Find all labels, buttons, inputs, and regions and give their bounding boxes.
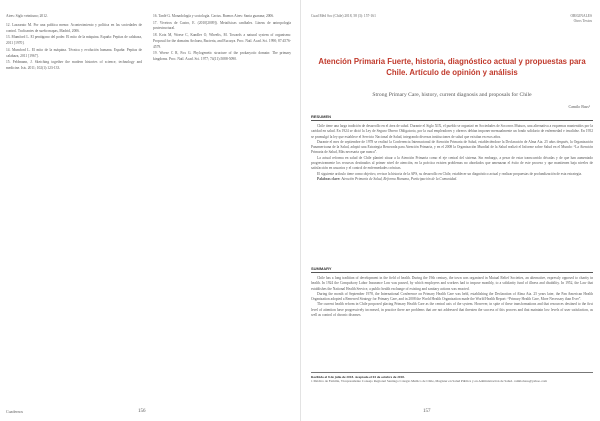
references-column-1 [6, 14, 142, 73]
summary-paragraph: Chile has a long tradition of development in the field of health. During the 19th century, the town was organized in Mutual Relief Societies, an alternative, expressly opposed to charity in health. In 1924 the Compulsory Labor Insurance Law was passed, by which employers and workers had to impose monthly, to a solidarity fund of illness and disability. In 1952, the Law that establishes the National Health Service, a public health exchange of existing and sanitary actions was enacted. [311, 276, 593, 291]
received-accepted-text: Recibido el 8 de julio de 2018. Aceptado el 04 de octubre de 2018. [311, 374, 405, 379]
reference: 17. Viveiros de Castro, E. (2010[2009]). Metafísicas caníbales. Líneas de antropología postestructural. [153, 20, 291, 31]
resumen-heading: RESUMEN [311, 114, 332, 119]
resumen-rule [311, 120, 593, 121]
reference: 19. Woese C R, Fox G. Phylogenetic structure of the prokaryotic domain: The primary kingdoms. Proc. Natl. Acad. Sci. 1977; 74(11):5088-5090. [153, 51, 291, 62]
summary-paragraph: During the month of September 1978, the International Conference on Primary Health Care was held, establishing the Declaration of Alma Ata. 25 years later, the Pan American Health Organization adopted a Renewed Strategy for Primary Care, and in 2008 the World Health Organization made the World Health Report: “Primary Health Care, More Necessary than Ever”. [311, 291, 593, 302]
keywords-label: Palabras clave: [317, 176, 341, 181]
reference: 15. Feldmann, J. Sketching together the modern histories of science, technology and medicine. Isis. 2011; 102(1):123-133. [6, 60, 142, 71]
section-label-line1: ORIGINALES [570, 14, 592, 18]
keywords-line [311, 177, 593, 182]
reference: 14. Mumford L. El mito de la máquina. Técnica y evolución humana. España: Pepitas de calabaza, 2011 [1967]. [6, 47, 142, 58]
summary-rule [311, 272, 593, 273]
article-title: Atención Primaria Fuerte, historia, diagnóstico actual y propuestas para Chile. Artículo de opinión y análisis [318, 57, 586, 77]
reference: 18. Kotz M, Woese C, Kandler O, Wheelis, M. Towards a natural system of organisms: Proposal for the domains Archaea, Bacteria, and Eucarya. Proc. Natl. Acad. Sci. 1990; 87:4576-4579. [153, 32, 291, 49]
summary-paragraph: The current health reform in Chile proposed placing Primary Health Care as the central axis of the system. However, in spite of these transformations and that resources destined to the first level of attention have progressively increased, in practice there are problems that are not addressed that threaten the success of this process and that maintain low levels of user satisfaction, as well as control of chronic diseases. [311, 302, 593, 318]
left-page-footer: Cuadernos [6, 409, 24, 414]
article-subtitle: Strong Primary Care, history, current diagnosis and proposals for Chile [372, 92, 532, 98]
resumen-paragraph: El siguiente artículo tiene como objetivo, revisar la historia de la APS, su desarrollo en Chile, establecer un diagnóstico actual y realizar propuestas de profundización de esta estrategia. [317, 171, 582, 176]
keywords-text: Atención Primaria de Salud, Reforma Humana, Participación de la Comunidad. [341, 176, 458, 181]
reference: 12. Lazzarato M. Por una política menor. Acontecimiento y política en las sociedades de control. Traficantes de sueño mapas, Madrid, 2006. [6, 22, 142, 33]
resumen-paragraph: La actual reforma en salud de Chile planteó situar a la Atención Primaria como el eje central del sistema. Sin embargo, a pesar de estar transcurrido décadas y de que han aumentado progresivamente los recursos destinados al primer nivel de atención, en la práctica existen problemas no abordados que amenazan el éxito de este proceso y que mantienen baja niveles de satisfacción en usuarios y el control de enfermedades crónicas. [311, 155, 593, 171]
summary-body [311, 276, 593, 318]
reference: Aires: Siglo veintiuno; 2012. [6, 14, 48, 18]
page-number-right: 157 [423, 409, 431, 414]
author-name: Camilo Bass¹ [568, 104, 590, 109]
summary-heading: SUMMARY [311, 266, 332, 271]
right-page [300, 0, 600, 421]
resumen-paragraph: Durante el mes de septiembre de 1978 se realizó la Conferencia Internacional de Atención Primaria de Salud, estableciéndose la Declaración de Alma Ata. 25 años después, la Organización Panamericana de la Salud, adoptó una Estrategia Renovada para Atención Primaria, y en el 2008 la Organización Mundial de la Salud realizó el Informe sobre Salud en el Mundo: “La Atención Primaria de Salud, Más necesaria que nunca”. [311, 139, 593, 155]
resumen-paragraph: Chile tiene una larga tradición de desarrollo en el área de salud. Durante el Siglo XIX, el pueblo se organizó en Sociedades de Socorros Mutuos, una alternativa a esquemas mantenidos por la caridad en salud. En 1924 se dictó la Ley de Seguro Obrero Obligatorio, por la cual empleadores y obreros debían imponer mensualmente un fondo solidario de enfermedad e invalidez. En 1952 se promulgó la ley que establece el Servicio Nacional de Salud, integrando diversas instituciones de salud que existían en esos años. [311, 124, 593, 139]
author-affiliation: 1 Médico de Familia, Vicepresidente Consejo Regional Santiago Colegio Médico de Chile, Magíster en Salud Pública y en Administración de Salud. camilobass@yahoo.com [311, 379, 547, 384]
section-label [570, 14, 592, 24]
section-label-line2: Otros Textos [573, 19, 592, 23]
journal-citation: Cuad Méd Soc (Chile) 2018, 58 (3): 157-161 [311, 14, 376, 18]
resumen-body [311, 124, 593, 182]
references-column-2 [153, 14, 291, 64]
reference: 13. Mumford L. El pentágono del poder. El mito de la máquina. España: Pepitas de calabaza, 2011 [1970]. [6, 35, 142, 46]
reference: 16. Tardé G. Monadología y sociología. Cactus. Buenos Aires: Santa guarana; 2006. [153, 14, 275, 18]
page-number-left: 156 [138, 409, 146, 414]
article-metadata [311, 372, 593, 384]
